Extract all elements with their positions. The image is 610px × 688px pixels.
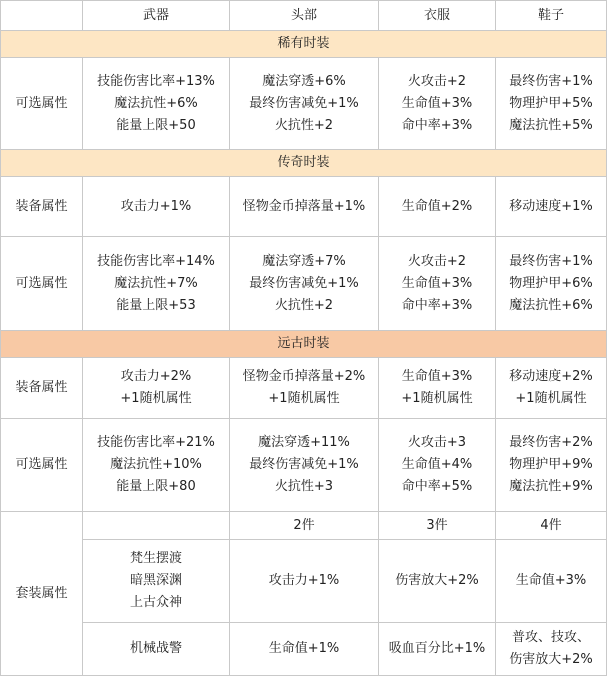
set-name: 机械战警 bbox=[129, 641, 182, 656]
table-row bbox=[1, 177, 607, 237]
attr-line: 魔法抗性+6% bbox=[509, 297, 593, 313]
attr-line: 生命值+4% bbox=[401, 457, 473, 472]
set-names bbox=[83, 540, 230, 623]
attr-line: 命中率+3% bbox=[401, 117, 473, 133]
attr-line: 生命值+3% bbox=[401, 275, 473, 291]
table-row bbox=[1, 419, 607, 512]
attr-line: 最终伤害+1% bbox=[509, 253, 593, 269]
attr-line: 生命值+3% bbox=[401, 95, 473, 111]
header-head: 头部 bbox=[230, 1, 379, 31]
attr-line: 命中率+5% bbox=[401, 479, 473, 494]
set-name-header-empty bbox=[83, 512, 230, 540]
cell-shoes bbox=[496, 358, 607, 419]
attr-line: 魔法抗性+5% bbox=[509, 117, 593, 133]
attr-line: 火攻击+2 bbox=[407, 253, 467, 269]
table-row bbox=[1, 237, 607, 331]
bonus-2pc bbox=[230, 623, 379, 676]
set-names bbox=[83, 623, 230, 676]
section-title: 远古时装 bbox=[1, 331, 607, 358]
cell-weapon bbox=[83, 419, 230, 512]
section-band-legendary bbox=[1, 150, 607, 177]
bonus-line: 伤害放大+2% bbox=[395, 573, 479, 588]
section-band-ancient bbox=[1, 331, 607, 358]
attr-line: 魔法抗性+6% bbox=[114, 95, 198, 111]
set-group-row bbox=[1, 623, 607, 676]
section-title: 稀有时装 bbox=[1, 31, 607, 58]
set-name: 上古众神 bbox=[129, 595, 182, 610]
cell-head bbox=[230, 358, 379, 419]
bonus-2pc bbox=[230, 540, 379, 623]
row-label: 套装属性 bbox=[1, 512, 83, 676]
attr-line: 火抗性+3 bbox=[274, 479, 334, 494]
cell-head bbox=[230, 419, 379, 512]
attr-line: 技能伤害比率+21% bbox=[97, 435, 215, 450]
cell-clothes bbox=[379, 237, 496, 331]
attr-line: 物理护甲+5% bbox=[509, 95, 593, 111]
table-row bbox=[1, 358, 607, 419]
attr-line: 火攻击+2 bbox=[407, 73, 467, 89]
row-label: 装备属性 bbox=[1, 177, 83, 237]
bonus-line: 伤害放大+2% bbox=[509, 652, 593, 667]
header-cell-empty bbox=[1, 1, 83, 31]
cell-weapon bbox=[83, 237, 230, 331]
attr-line: 移动速度+1% bbox=[509, 198, 593, 214]
attr-line: 怪物金币掉落量+2% bbox=[242, 369, 366, 384]
header-shoes: 鞋子 bbox=[496, 1, 607, 31]
attr-line: 魔法抗性+10% bbox=[110, 457, 202, 472]
bonus-3pc bbox=[379, 540, 496, 623]
attr-line: 魔法穿透+7% bbox=[262, 253, 346, 269]
cell-clothes bbox=[379, 58, 496, 150]
attr-line: 命中率+3% bbox=[401, 297, 473, 313]
piece-header-3: 3件 bbox=[379, 512, 496, 540]
attr-line: 生命值+2% bbox=[401, 198, 473, 214]
cell-clothes bbox=[379, 177, 496, 237]
attr-line: 最终伤害减免+1% bbox=[249, 457, 359, 472]
set-name: 梵生摆渡 bbox=[129, 551, 182, 566]
cell-clothes bbox=[379, 358, 496, 419]
section-band-rare bbox=[1, 31, 607, 58]
set-name: 暗黑深渊 bbox=[129, 573, 182, 588]
row-label: 可选属性 bbox=[1, 237, 83, 331]
attr-line: 最终伤害减免+1% bbox=[249, 95, 359, 111]
bonus-4pc bbox=[496, 540, 607, 623]
bonus-line: 攻击力+1% bbox=[268, 573, 340, 588]
bonus-3pc bbox=[379, 623, 496, 676]
set-group-row bbox=[1, 540, 607, 623]
piece-header-4: 4件 bbox=[496, 512, 607, 540]
header-clothes: 衣服 bbox=[379, 1, 496, 31]
header-weapon: 武器 bbox=[83, 1, 230, 31]
cell-shoes bbox=[496, 177, 607, 237]
attr-line: 火攻击+3 bbox=[407, 435, 467, 450]
attr-line: +1随机属性 bbox=[401, 391, 473, 406]
attr-line: 生命值+3% bbox=[401, 369, 473, 384]
cell-head bbox=[230, 237, 379, 331]
attr-line: 最终伤害+1% bbox=[509, 73, 593, 89]
bonus-line: 吸血百分比+1% bbox=[388, 641, 486, 656]
cell-shoes bbox=[496, 58, 607, 150]
attr-line: 攻击力+1% bbox=[120, 198, 192, 214]
cell-shoes bbox=[496, 237, 607, 331]
cell-shoes bbox=[496, 419, 607, 512]
attr-line: 最终伤害减免+1% bbox=[249, 275, 359, 291]
cell-weapon bbox=[83, 177, 230, 237]
attr-line: +1随机属性 bbox=[268, 391, 340, 406]
section-title: 传奇时装 bbox=[1, 150, 607, 177]
attr-line: 能量上限+53 bbox=[116, 297, 196, 313]
attr-line: 火抗性+2 bbox=[274, 297, 334, 313]
table-row bbox=[1, 58, 607, 150]
attr-line: 魔法抗性+7% bbox=[114, 275, 198, 291]
attr-line: 技能伤害比率+13% bbox=[97, 73, 215, 89]
attr-line: 魔法穿透+11% bbox=[258, 435, 350, 450]
row-label: 装备属性 bbox=[1, 358, 83, 419]
attr-line: 技能伤害比率+14% bbox=[97, 253, 215, 269]
attr-line: 魔法穿透+6% bbox=[262, 73, 346, 89]
attr-line: 最终伤害+2% bbox=[509, 435, 593, 450]
cell-weapon bbox=[83, 358, 230, 419]
set-bonus-header-row bbox=[1, 512, 607, 540]
bonus-line: 生命值+3% bbox=[515, 573, 587, 588]
attr-line: 物理护甲+9% bbox=[509, 457, 593, 472]
bonus-line: 生命值+1% bbox=[268, 641, 340, 656]
cell-head bbox=[230, 177, 379, 237]
attr-line: 物理护甲+6% bbox=[509, 275, 593, 291]
row-label: 可选属性 bbox=[1, 419, 83, 512]
attr-line: 能量上限+50 bbox=[116, 117, 196, 133]
attr-line: +1随机属性 bbox=[120, 391, 192, 406]
attr-line: 火抗性+2 bbox=[274, 117, 334, 133]
attr-line: +1随机属性 bbox=[515, 391, 587, 406]
bonus-line: 普攻、技攻、 bbox=[511, 630, 590, 645]
cell-clothes bbox=[379, 419, 496, 512]
attr-line: 攻击力+2% bbox=[120, 369, 192, 384]
attr-line: 移动速度+2% bbox=[509, 369, 593, 384]
row-label: 可选属性 bbox=[1, 58, 83, 150]
header-row bbox=[1, 1, 607, 31]
attr-line: 魔法抗性+9% bbox=[509, 479, 593, 494]
attr-line: 能量上限+80 bbox=[116, 479, 196, 494]
bonus-4pc bbox=[496, 623, 607, 676]
piece-header-2: 2件 bbox=[230, 512, 379, 540]
attr-line: 怪物金币掉落量+1% bbox=[242, 198, 366, 214]
cell-weapon bbox=[83, 58, 230, 150]
cell-head bbox=[230, 58, 379, 150]
